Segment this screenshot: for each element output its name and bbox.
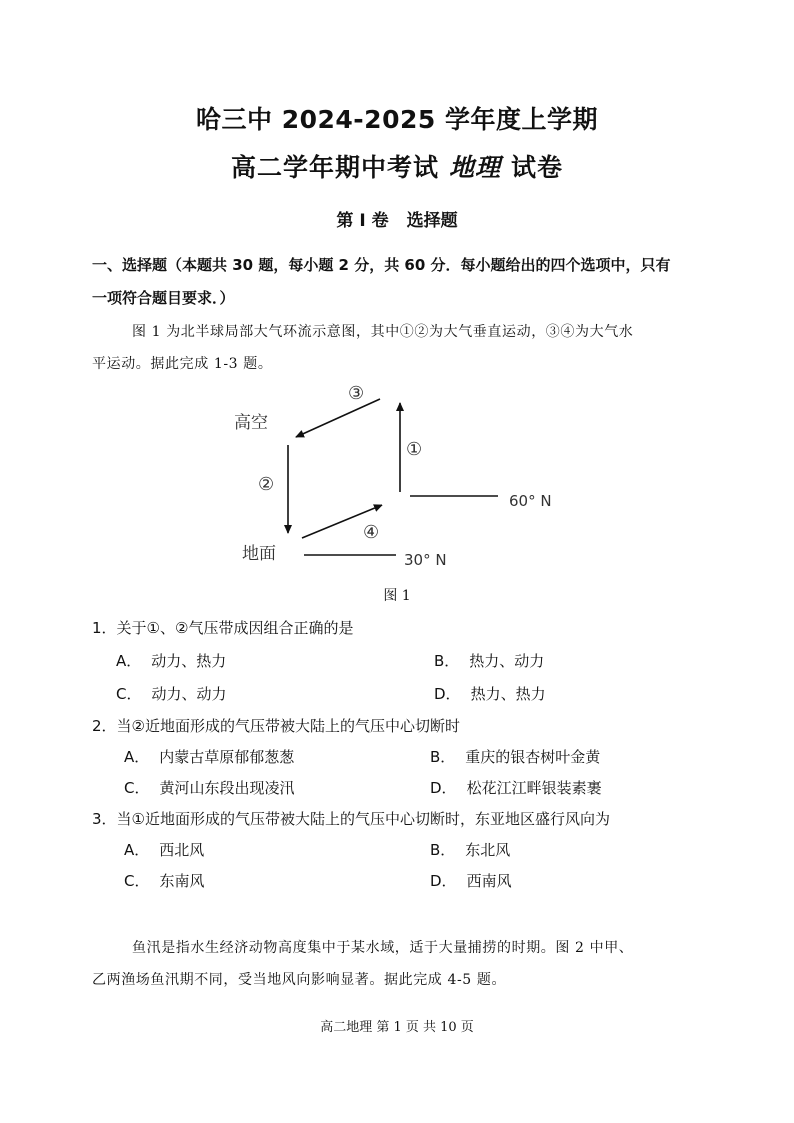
- label-ground: 地面: [242, 544, 276, 564]
- intro1-line2: 平运动。据此完成 1-3 题。: [92, 356, 273, 372]
- exam-title-suffix: 试卷: [511, 153, 564, 182]
- question-3-stem: 3．当①近地面形成的气压带被大陆上的气压中心切断时，东亚地区盛行风向为: [92, 810, 610, 828]
- exam-title-line1: 哈三中 2024-2025 学年度上学期: [196, 105, 598, 134]
- mark-2: ②: [258, 474, 275, 495]
- exam-title-line2: [0, 148, 794, 184]
- page-footer: 高二地理 第 1 页 共 10 页: [320, 1020, 474, 1035]
- section-heading: [0, 206, 794, 231]
- mark-1: ①: [406, 439, 423, 460]
- question-2-option-d: D． 松花江江畔银装素裹: [430, 779, 602, 797]
- question-2-option-a: A． 内蒙古草原郁郁葱葱: [124, 748, 295, 766]
- question-2-option-c: C． 黄河山东段出现凌汛: [124, 779, 295, 797]
- exam-subject: 地理: [448, 153, 501, 182]
- figure1-caption: 图 1: [383, 588, 411, 604]
- mark-4: ④: [363, 522, 380, 543]
- intro1-line1: 图 1 为北半球局部大气环流示意图，其中①②为大气垂直运动，③④为大气水: [132, 324, 634, 340]
- mark-3: ③: [348, 383, 365, 404]
- label-upper-air: 高空: [234, 413, 268, 433]
- section-part: 第 I 卷: [336, 211, 389, 231]
- arrow-3: [296, 399, 380, 437]
- label-lat-30: 30° N: [404, 551, 447, 569]
- question-3-option-c: C． 东南风: [124, 872, 205, 890]
- label-lat-60: 60° N: [509, 492, 552, 510]
- exam-title-prefix: 高二学年期中考试: [230, 153, 439, 182]
- question-3-option-b: B． 东北风: [430, 841, 511, 859]
- figure1-diagram: [220, 375, 580, 575]
- question-1-option-a: A． 动力、热力: [116, 652, 227, 670]
- question-2-stem: 2．当②近地面形成的气压带被大陆上的气压中心切断时: [92, 717, 460, 735]
- question-3-option-d: D． 西南风: [430, 872, 512, 890]
- intro2-line1: 鱼汛是指水生经济动物高度集中于某水域，适于大量捕捞的时期。图 2 中甲、: [132, 940, 634, 956]
- intro2-line2: 乙两渔场鱼汛期不同，受当地风向影响显著。据此完成 4-5 题。: [92, 972, 507, 988]
- instructions-line2: 一项符合题目要求．）: [92, 289, 235, 307]
- question-1-option-d: D． 热力、热力: [434, 685, 546, 703]
- question-1-option-c: C． 动力、动力: [116, 685, 227, 703]
- question-1-stem: 1．关于①、②气压带成因组合正确的是: [92, 619, 354, 637]
- question-3-option-a: A． 西北风: [124, 841, 205, 859]
- instructions-line1: 一、选择题（本题共 30 题，每小题 2 分，共 60 分．每小题给出的四个选项中，只有: [92, 256, 671, 274]
- section-name: 选择题: [406, 211, 458, 231]
- question-1-option-b: B． 热力、动力: [434, 652, 545, 670]
- question-2-option-b: B． 重庆的银杏树叶金黄: [430, 748, 601, 766]
